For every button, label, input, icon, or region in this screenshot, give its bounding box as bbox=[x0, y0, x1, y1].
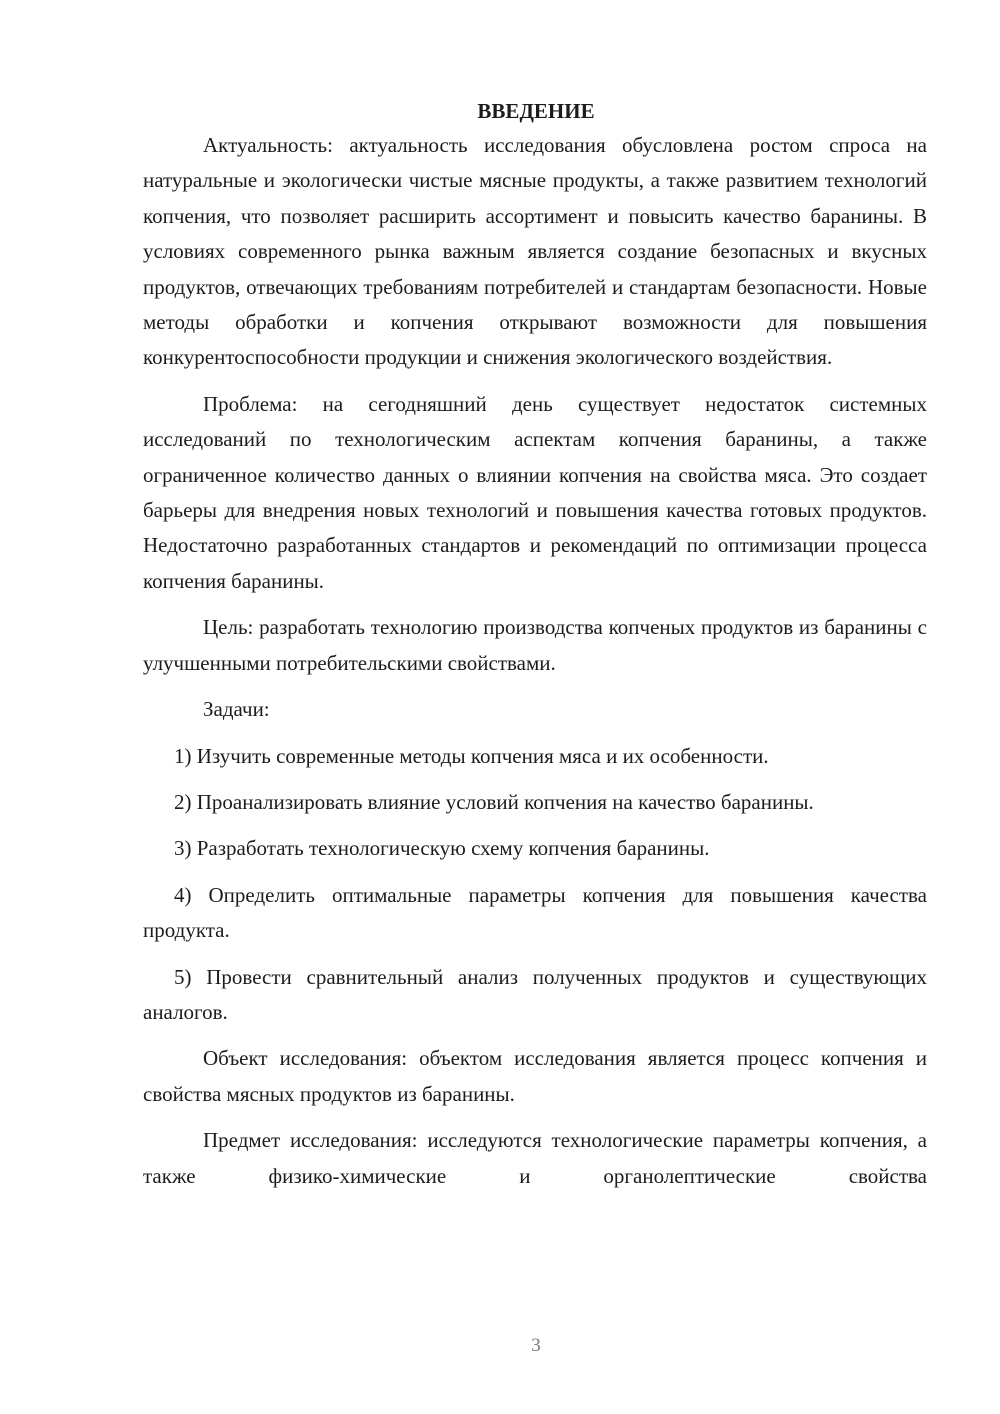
section-heading: ВВЕДЕНИЕ bbox=[477, 99, 595, 123]
tasks-heading: Задачи: bbox=[203, 697, 270, 722]
task-item-3: 3) Разработать технологическую схему копчения баранины. bbox=[174, 836, 710, 861]
paragraph-subject: Предмет исследования: исследуются технологические параметры копчения, а также физико-химические и органолептические свойства bbox=[143, 1128, 927, 1188]
paragraph-relevance: Актуальность: актуальность исследования обусловлена ростом спроса на натуральные и экологически чистые мясные продукты, а также развитием технологий копчения, что позволяет расширить ассортимент и повысить качество баранины. В условиях современного рынка важным является создание безопасных и вкусных продуктов, отвечающих требованиям потребителей и стандартам безопасности. Новые методы обработки и копчения открывают возможности для повышения конкурентоспособности продукции и снижения экологического воздействия. bbox=[143, 133, 927, 370]
task-item-5: 5) Провести сравнительный анализ полученных продуктов и существующих аналогов. bbox=[143, 964, 927, 1024]
page-number: 3 bbox=[531, 1335, 541, 1356]
paragraph-object: Объект исследования: объектом исследования является процесс копчения и свойства мясных продуктов из баранины. bbox=[143, 1046, 927, 1106]
task-item-1: 1) Изучить современные методы копчения мяса и их особенности. bbox=[174, 743, 769, 768]
document-page bbox=[143, 96, 927, 1194]
paragraph-problem: Проблема: на сегодняшний день существует недостаток системных исследований по технологическим аспектам копчения баранины, а также ограниченное количество данных о влиянии копчения на свойства мяса. Это создает барьеры для внедрения новых технологий и повышения качества готовых продуктов. Недостаточно разработанных стандартов и рекомендаций по оптимизации процесса копчения баранины. bbox=[143, 391, 927, 593]
task-item-4: 4) Определить оптимальные параметры копчения для повышения качества продукта. bbox=[143, 882, 927, 943]
task-item-2: 2) Проанализировать влияние условий копчения на качество баранины. bbox=[174, 789, 814, 814]
paragraph-goal: Цель: разработать технологию производства копченых продуктов из баранины с улучшенными потребительскими свойствами. bbox=[143, 615, 927, 675]
